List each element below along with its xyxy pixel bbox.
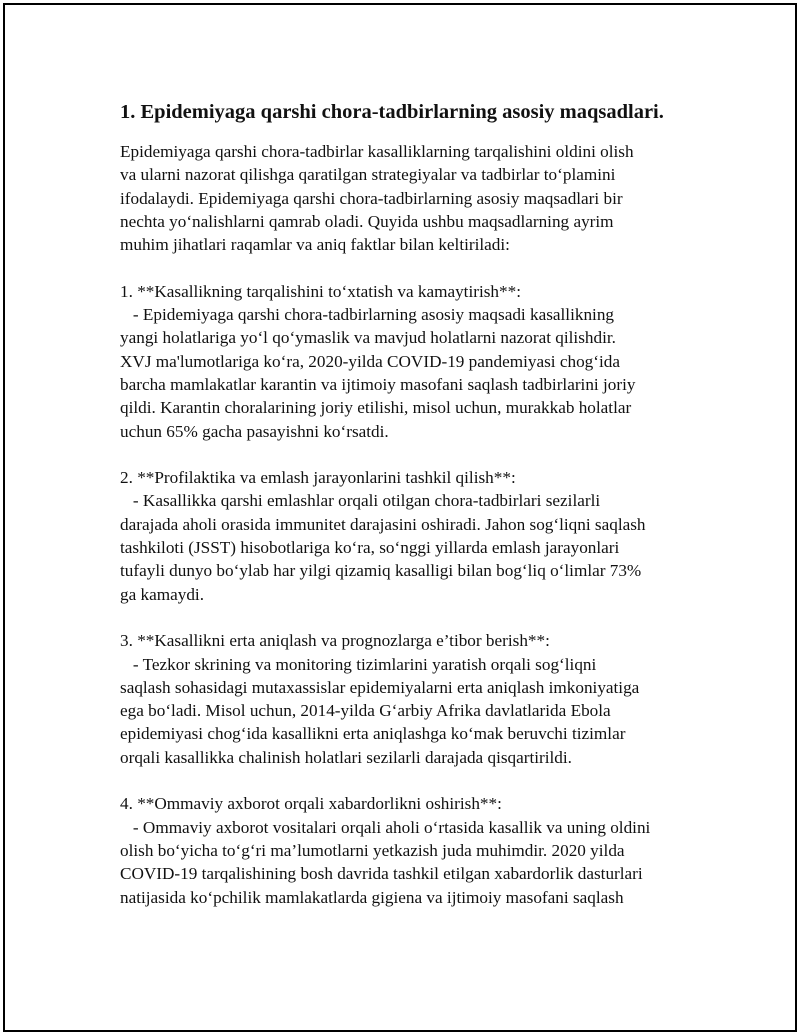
text-line: - Epidemiyaga qarshi chora-tadbirlarning asosiy maqsadi kasallikning <box>120 305 615 325</box>
text-line: nechta yo‘nalishlarni qamrab oladi. Quyida ushbu maqsadlarning ayrim <box>120 211 614 231</box>
intro-paragraph <box>120 140 720 256</box>
section-4 <box>120 792 720 908</box>
text-line: COVID-19 tarqalishining bosh davrida tashkil etilgan xabardorlik dasturlari <box>120 864 643 884</box>
text-line: ga kamaydi. <box>120 584 204 604</box>
text-line: natijasida ko‘pchilik mamlakatlarda gigiena va ijtimoiy masofani saqlash <box>120 887 624 907</box>
section-body <box>120 816 720 909</box>
text-line: - Tezkor skrining va monitoring tizimlarini yaratish orqali sog‘liqni <box>120 654 597 674</box>
section-1 <box>120 280 720 443</box>
section-title: 1. **Kasallikning tarqalishini to‘xtatish va kamaytirish**: <box>120 281 521 301</box>
text-line: muhim jihatlari raqamlar va aniq faktlar bilan keltiriladi: <box>120 235 510 255</box>
text-line: Epidemiyaga qarshi chora-tadbirlar kasalliklarning tarqalishini oldini olish <box>120 142 634 161</box>
text-line: ega bo‘ladi. Misol uchun, 2014-yilda G‘arbiy Afrika davlatlarida Ebola <box>120 701 611 721</box>
text-line: XVJ ma'lumotlariga ko‘ra, 2020-yilda COVID-19 pandemiyasi chog‘ida <box>120 351 620 371</box>
text-line: olish bo‘yicha to‘g‘ri ma’lumotlarni yetkazish juda muhimdir. 2020 yilda <box>120 840 625 860</box>
section-title: 2. **Profilaktika va emlash jarayonlarini tashkil qilish**: <box>120 468 516 488</box>
text-line: uchun 65% gacha pasayishni ko‘rsatdi. <box>120 421 389 441</box>
text-line: va ularni nazorat qilishga qaratilgan strategiyalar va tadbirlar to‘plamini <box>120 165 616 185</box>
text-line: barcha mamlakatlar karantin va ijtimoiy masofani saqlash tadbirlarini joriy <box>120 374 636 394</box>
document-page <box>3 3 797 1032</box>
section-3 <box>120 629 720 769</box>
document-body <box>120 97 720 909</box>
section-2 <box>120 466 720 606</box>
text-line: tufayli dunyo bo‘ylab har yilgi qizamiq kasalligi bilan bog‘liq o‘limlar 73% <box>120 561 642 581</box>
section-body <box>120 653 720 769</box>
text-line: orqali kasallikka chalinish holatlari sezilarli darajada qisqartirildi. <box>120 747 572 767</box>
text-line: - Kasallikka qarshi emlashlar orqali otilgan chora-tadbirlari sezilarli <box>120 491 601 511</box>
section-body <box>120 303 720 443</box>
section-title: 4. **Ommaviy axborot orqali xabardorlikni oshirish**: <box>120 794 502 814</box>
text-line: qildi. Karantin choralarining joriy etilishi, misol uchun, murakkab holatlar <box>120 398 632 418</box>
text-line: saqlash sohasidagi mutaxassislar epidemiyalarni erta aniqlash imkoniyatiga <box>120 677 640 697</box>
page-title: 1. Epidemiyaga qarshi chora-tadbirlarning asosiy maqsadlari. <box>120 101 664 123</box>
text-line: ifodalaydi. Epidemiyaga qarshi chora-tadbirlarning asosiy maqsadlari bir <box>120 188 623 208</box>
section-title: 3. **Kasallikni erta aniqlash va prognozlarga e’tibor berish**: <box>120 631 550 651</box>
text-line: yangi holatlariga yo‘l qo‘ymaslik va mavjud holatlarni nazorat qilishdir. <box>120 328 616 348</box>
text-line: tashkiloti (JSST) hisobotlariga ko‘ra, so‘nggi yillarda emlash jarayonlari <box>120 538 620 558</box>
text-line: darajada aholi orasida immunitet darajasini oshiradi. Jahon sog‘liqni saqlash <box>120 514 646 534</box>
text-line: - Ommaviy axborot vositalari orqali aholi o‘rtasida kasallik va uning oldini <box>120 817 651 837</box>
section-body <box>120 489 720 605</box>
text-line: epidemiyasi chog‘ida kasallikni erta aniqlashga ko‘mak beruvchi tizimlar <box>120 724 626 744</box>
